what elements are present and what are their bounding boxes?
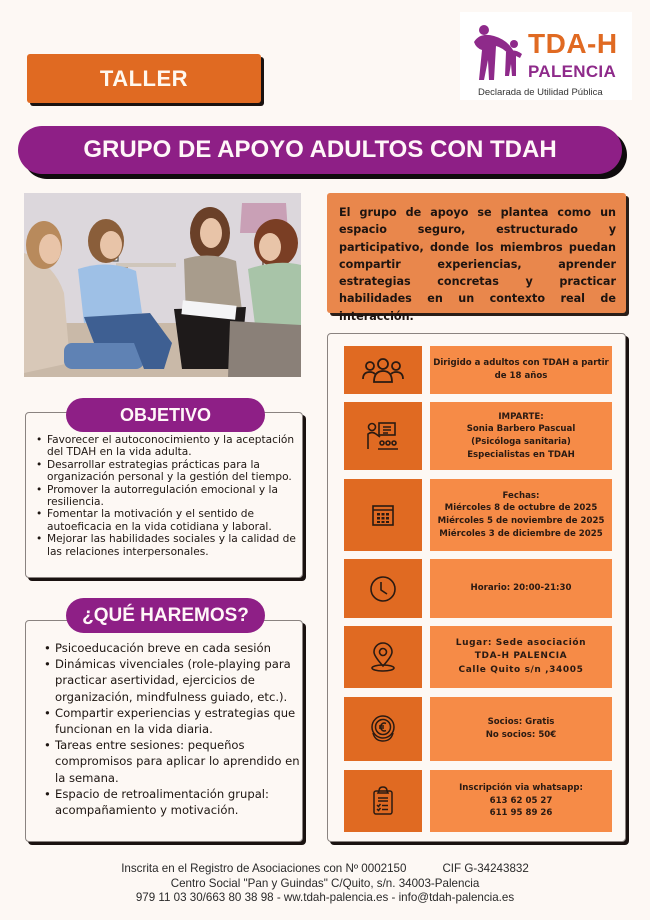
logo-subtitle: PALENCIA — [528, 62, 617, 81]
whatsapp-phone-2[interactable]: 611 95 89 26 — [489, 808, 553, 819]
calendar-icon — [344, 479, 422, 551]
info-row-precio — [344, 697, 612, 761]
location-pin-icon — [344, 626, 422, 688]
lugar-text: Lugar: Sede asociación TDA-H PALENCIA Calle Quito s/n ,34005 — [430, 626, 612, 688]
info-row-horario — [344, 559, 612, 618]
list-item: • Tareas entre sesiones: pequeños compromisos para aplicar lo aprendido en la semana. — [44, 737, 302, 786]
taller-tag: TALLER — [27, 54, 261, 103]
group-session-image — [24, 193, 301, 377]
footer-address: Centro Social "Pan y Guindas" C/Quito, s/n. 34003-Palencia — [170, 876, 480, 890]
info-row-imparte — [344, 402, 612, 470]
list-item: • Promover la autorregulación emocional y la resiliencia. — [36, 484, 301, 509]
info-row-audience — [344, 346, 612, 394]
list-item: • Psicoeducación breve en cada sesión — [44, 640, 302, 656]
horario-text: Horario: 20:00-21:30 — [430, 559, 612, 618]
list-item: • Fomentar la motivación y el sentido de autoeficacia en la vida cotidiana y laboral. — [36, 508, 301, 533]
euro-coin-icon — [344, 697, 422, 761]
audience-text: Dirigido a adultos con TDAH a partir de 18 años — [430, 346, 612, 394]
clock-icon — [344, 559, 422, 618]
clipboard-icon — [344, 770, 422, 832]
logo-tagline: Declarada de Utilidad Pública — [478, 87, 603, 98]
list-item: • Dinámicas vivenciales (role-playing para practicar asertividad, ejercicios de organización, mindfulness guiado, etc.). — [44, 656, 302, 705]
group-icon — [344, 346, 422, 394]
footer — [0, 862, 650, 906]
group-photo — [24, 193, 301, 377]
fechas-text: Fechas: Miércoles 8 de octubre de 2025 Miércoles 5 de noviembre de 2025 Miércoles 3 de diciembre de 2025 — [430, 479, 612, 551]
logo-title: TDA-H — [528, 28, 618, 59]
list-item: • Espacio de retroalimentación grupal: acompañamiento y motivación. — [44, 786, 302, 818]
footer-contact[interactable]: 979 11 03 30/663 80 38 98 - ww.tdah-palencia.es - info@tdah-palencia.es — [135, 891, 515, 905]
precio-text: Socios: Gratis No socios: 50€ — [430, 697, 612, 761]
description-box: El grupo de apoyo se plantea como un espacio seguro, estructurado y participativo, donde los miembros puedan compartir experiencias, aprender estrategias concretas y practicar habilidades en un contexto real de interacción. — [327, 193, 626, 313]
objetivo-heading: OBJETIVO — [66, 398, 265, 432]
page-title: GRUPO DE APOYO ADULTOS CON TDAH — [18, 126, 622, 174]
objetivo-list — [36, 434, 301, 558]
info-row-fechas — [344, 479, 612, 551]
list-item: • Mejorar las habilidades sociales y la calidad de las relaciones interpersonales. — [36, 533, 301, 558]
imparte-text: IMPARTE: Sonia Barbero Pascual (Psicóloga sanitaria) Especialistas en TDAH — [430, 402, 612, 470]
list-item: • Compartir experiencias y estrategias que funcionan en la vida diaria. — [44, 705, 302, 737]
logo — [460, 12, 632, 100]
whatsapp-phone-1[interactable]: 613 62 05 27 — [489, 795, 553, 806]
registry-text: Inscrita en el Registro de Asociaciones con Nº 0002150 — [121, 862, 407, 875]
list-item: • Desarrollar estrategias prácticas para la organización personal y la gestión del tiempo. — [36, 459, 301, 484]
que-haremos-heading: ¿QUÉ HAREMOS? — [66, 598, 265, 633]
family-logo-icon — [470, 22, 530, 84]
info-row-lugar — [344, 626, 612, 688]
que-haremos-list — [44, 640, 302, 818]
inscripcion-text: Inscripción via whatsapp: 613 62 05 27 611 95 89 26 — [430, 770, 612, 832]
list-item: • Favorecer el autoconocimiento y la aceptación del TDAH en la vida adulta. — [36, 434, 301, 459]
info-row-inscripcion — [344, 770, 612, 832]
teacher-icon — [344, 402, 422, 470]
footer-registry-line — [0, 862, 650, 877]
cif-text: CIF G-34243832 — [442, 862, 529, 875]
